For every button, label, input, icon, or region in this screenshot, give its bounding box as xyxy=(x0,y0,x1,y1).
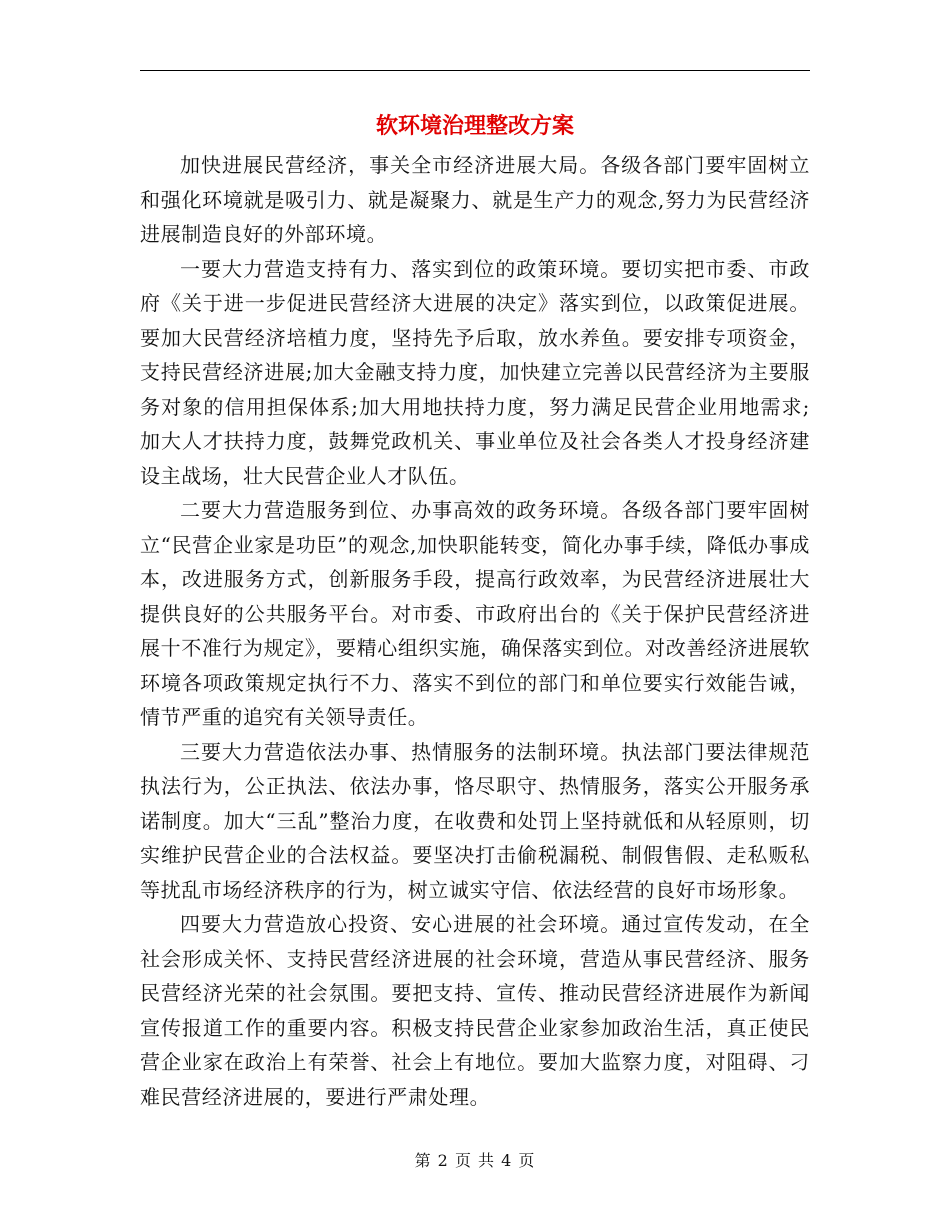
header-rule xyxy=(140,70,810,71)
page-number: 第 2 页 共 4 页 xyxy=(414,1151,536,1170)
paragraph-legal-environment: 三要大力营造依法办事、热情服务的法制环境。执法部门要法律规范执法行为，公正执法、依法办事，恪尽职守、热情服务，落实公开服务承诺制度。加大“三乱”整治力度，在收费和处罚上坚持就低和从轻原则，切实维护民营企业的合法权益。要坚决打击偷税漏税、制假售假、走私贩私等扰乱市场经济秩序的行为，树立诚实守信、依法经营的良好市场形象。 xyxy=(140,739,810,902)
paragraph-social-environment: 四要大力营造放心投资、安心进展的社会环境。通过宣传发动，在全社会形成关怀、支持民营经济进展的社会环境，营造从事民营经济、服务民营经济光荣的社会氛围。要把支持、宣传、推动民营经济进展作为新闻宣传报道工作的重要内容。积极支持民营企业家参加政治生活，真正使民营企业家在政治上有荣誉、社会上有地位。要加大监察力度，对阻碍、刁难民营经济进展的，要进行严肃处理。 xyxy=(140,912,810,1109)
paragraph-policy-environment: 一要大力营造支持有力、落实到位的政策环境。要切实把市委、市政府《关于进一步促进民营经济大进展的决定》落实到位，以政策促进展。要加大民营经济培植力度，坚持先予后取，放水养鱼。要安排专项资金，支持民营经济进展;加大金融支持力度，加快建立完善以民营经济为主要服务对象的信用担保体系;加大用地扶持力度，努力满足民营企业用地需求;加大人才扶持力度，鼓舞党政机关、事业单位及社会各类人才投身经济建设主战场，壮大民营企业人才队伍。 xyxy=(140,256,810,488)
document-title: 软环境治理整改方案 xyxy=(375,113,574,139)
paragraph-intro: 加快进展民营经济，事关全市经济进展大局。各级各部门要牢固树立和强化环境就是吸引力、就是凝聚力、就是生产力的观念,努力为民营经济进展制造良好的外部环境。 xyxy=(140,153,810,246)
document-body xyxy=(140,148,810,1114)
paragraph-government-environment: 二要大力营造服务到位、办事高效的政务环境。各级各部门要牢固树立“民营企业家是功臣”的观念,加快职能转变，简化办事手续，降低办事成本，改进服务方式，创新服务手段，提高行政效率，为民营经济进展壮大提供良好的公共服务平台。对市委、市政府出台的《关于保护民营经济进展十不准行为规定》，要精心组织实施，确保落实到位。对改善经济进展软环境各项政策规定执行不力、落实不到位的部门和单位要实行效能告诫，情节严重的追究有关领导责任。 xyxy=(140,498,810,729)
